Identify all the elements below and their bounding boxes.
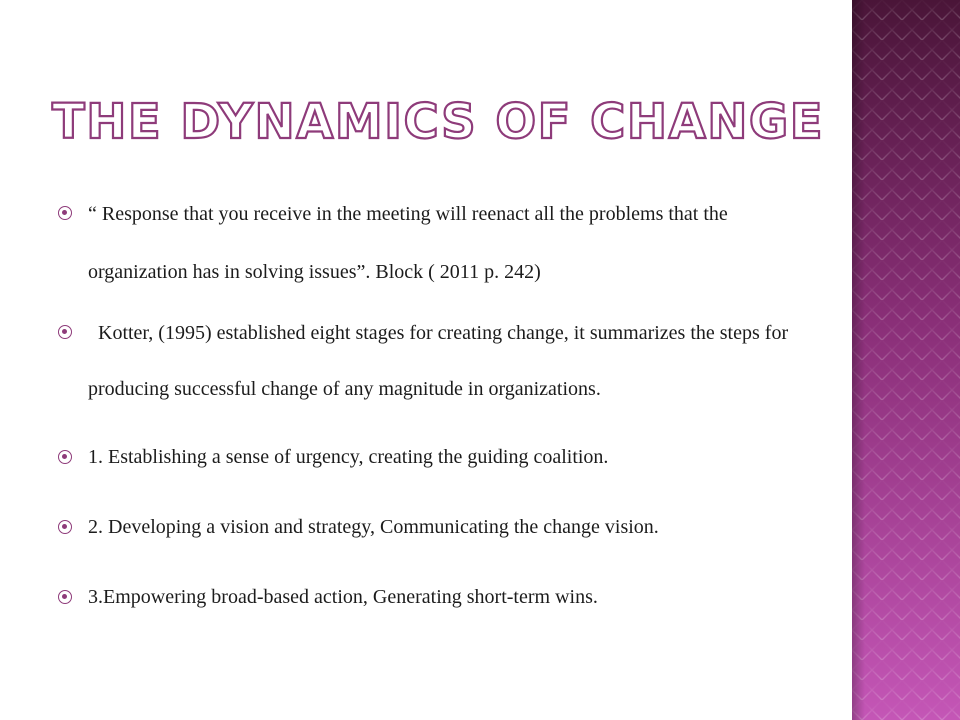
decorative-sidebar: [852, 0, 960, 720]
circle-dot-bullet-icon: [58, 590, 72, 604]
circle-dot-bullet-icon: [58, 450, 72, 464]
bullet-list: [58, 194, 828, 614]
bullet-text: 2. Developing a vision and strategy, Communicating the change vision.: [88, 516, 659, 538]
circle-dot-bullet-icon: [58, 206, 72, 220]
bullet-item-stage-1: [58, 441, 828, 474]
bullet-item-stage-3: [58, 581, 828, 614]
bullet-item-block-quote: [58, 185, 828, 301]
bullet-text: 3.Empowering broad-based action, Generating short-term wins.: [88, 586, 598, 608]
bullet-text: Kotter, (1995) established eight stages for creating change, it summarizes the steps for producing successful change of any magnitude in organizations.: [88, 322, 789, 400]
bullet-item-kotter: [58, 305, 828, 417]
slide-title: THE DYNAMICS OF CHANGE: [52, 94, 825, 150]
circle-dot-bullet-icon: [58, 325, 72, 339]
bullet-text: 1. Establishing a sense of urgency, creating the guiding coalition.: [88, 446, 609, 468]
bullet-text: “ Response that you receive in the meeting will reenact all the problems that the organization has in solving issues”. Block ( 2011 p. 242): [88, 203, 728, 283]
circle-dot-bullet-icon: [58, 520, 72, 534]
bullet-item-stage-2: [58, 511, 828, 544]
